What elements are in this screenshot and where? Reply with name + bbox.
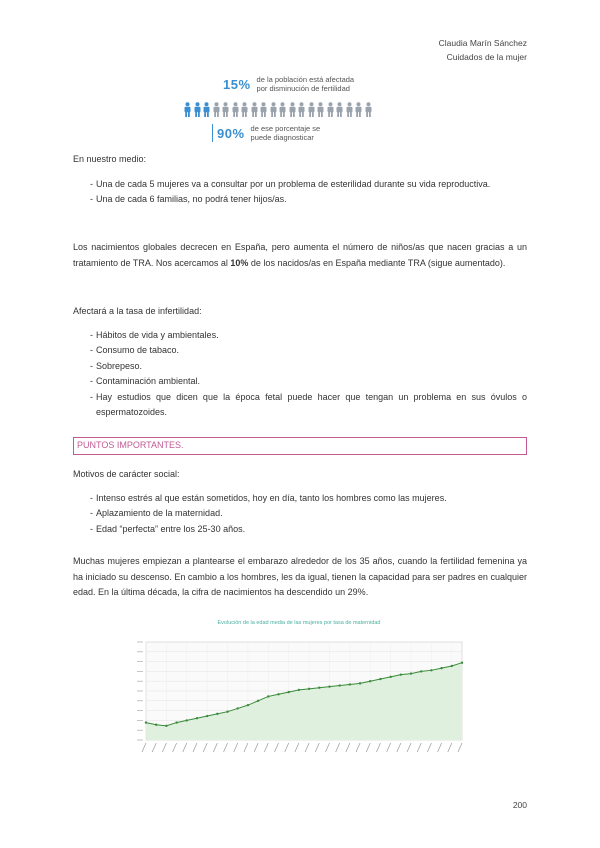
section3-intro: Motivos de carácter social: (73, 469, 180, 479)
data-point (216, 713, 218, 715)
list-item: - Contaminación ambiental. (73, 374, 527, 390)
x-tick-label-mark (438, 743, 442, 752)
important-points-box (73, 437, 527, 455)
x-tick-label-mark (325, 743, 329, 752)
data-point (155, 724, 157, 726)
list-item: - Consumo de tabaco. (73, 343, 527, 359)
page-number: 200 (512, 800, 527, 810)
data-point (298, 689, 300, 691)
data-point (277, 693, 279, 695)
x-tick-label-mark (295, 743, 299, 752)
x-tick-label-mark (285, 743, 289, 752)
x-tick-label-mark (356, 743, 360, 752)
list-item: - Edad “perfecta” entre los 25-30 años. (73, 522, 527, 538)
x-tick-label-mark (234, 743, 238, 752)
x-tick-label-mark (366, 743, 370, 752)
x-tick-label-mark (407, 743, 411, 752)
x-tick-label-mark (315, 743, 319, 752)
person-icon (364, 102, 373, 117)
people-figures-row (183, 102, 373, 117)
list-item: - Aplazamiento de la maternidad. (73, 506, 527, 522)
data-point (461, 661, 463, 663)
data-point (186, 719, 188, 721)
para1-after: de los nacidos/as en España mediante TRA (sigue aumentado). (248, 257, 506, 268)
data-point (206, 715, 208, 717)
data-point (440, 667, 442, 669)
list-item: - Sobrepeso. (73, 359, 527, 375)
stat1-value: 15% (223, 76, 251, 92)
x-tick-label-mark (448, 743, 452, 752)
data-point (420, 670, 422, 672)
data-point (389, 676, 391, 678)
data-point (430, 669, 432, 671)
x-tick-label-mark (336, 743, 340, 752)
data-point (318, 687, 320, 689)
paragraph-1 (73, 240, 527, 271)
data-point (308, 688, 310, 690)
stat-row-1 (223, 75, 354, 93)
x-tick-label-mark (224, 743, 228, 752)
section-motivos (73, 467, 527, 537)
person-icon (240, 102, 249, 117)
x-tick-label-mark (417, 743, 421, 752)
person-icon (212, 102, 221, 117)
data-point (175, 721, 177, 723)
person-icon (326, 102, 335, 117)
data-point (349, 683, 351, 685)
person-icon (345, 102, 354, 117)
stat1-text (257, 75, 355, 93)
x-tick-label-mark (193, 743, 197, 752)
paragraph-nacimientos (73, 240, 527, 271)
fertility-infographic (183, 75, 423, 145)
person-icon (269, 102, 278, 117)
data-point (165, 725, 167, 727)
x-tick-label-mark (458, 743, 462, 752)
x-tick-label-mark (427, 743, 431, 752)
data-point (410, 672, 412, 674)
data-point (237, 707, 239, 709)
data-point (359, 682, 361, 684)
stat2-value: 90% (217, 125, 245, 141)
x-tick-label-mark (203, 743, 207, 752)
stat2-divider (212, 124, 213, 142)
section2-list (73, 328, 527, 421)
stat2-text (251, 124, 321, 142)
list-item: - Hay estudios que dicen que la época fetal puede hacer que tengan un problema en sus óvulos o espermatozoides. (73, 390, 527, 421)
chart-title: Evolución de la edad media de las mujeres por tasa de maternidad (217, 620, 381, 626)
person-icon (307, 102, 316, 117)
data-point (379, 678, 381, 680)
x-tick-label-mark (397, 743, 401, 752)
maternity-age-chart (126, 618, 472, 766)
data-point (226, 710, 228, 712)
x-tick-label-mark (173, 743, 177, 752)
person-icon (250, 102, 259, 117)
x-tick-label-mark (152, 743, 156, 752)
stat2-text-line2: puede diagnosticar (250, 133, 314, 142)
para1-bold: 10% (230, 257, 249, 268)
list-item: - Hábitos de vida y ambientales. (73, 328, 527, 344)
section2-intro: Afectará a la tasa de infertilidad: (73, 306, 202, 316)
person-icon (316, 102, 325, 117)
section-infertilidad (73, 304, 527, 421)
x-tick-label-mark (213, 743, 217, 752)
x-tick-label-mark (264, 743, 268, 752)
list-item: - Intenso estrés al que están sometidos, hoy en día, tanto los hombres como las mujeres. (73, 491, 527, 507)
data-point (451, 665, 453, 667)
x-tick-label-mark (346, 743, 350, 752)
x-tick-label-mark (162, 743, 166, 752)
person-icon (288, 102, 297, 117)
important-points-label: PUNTOS IMPORTANTES. (77, 440, 184, 450)
person-icon (335, 102, 344, 117)
x-tick-label-mark (183, 743, 187, 752)
section1-list (73, 177, 527, 208)
x-tick-label-mark (305, 743, 309, 752)
section1-intro: En nuestro medio: (73, 154, 147, 164)
person-icon (354, 102, 363, 117)
data-point (267, 695, 269, 697)
person-icon (278, 102, 287, 117)
data-point (369, 680, 371, 682)
x-tick-label-mark (376, 743, 380, 752)
data-point (400, 673, 402, 675)
person-icon (221, 102, 230, 117)
data-point (328, 685, 330, 687)
data-point (145, 721, 147, 723)
x-tick-label-mark (254, 743, 258, 752)
chart-svg (126, 618, 472, 766)
person-icon (259, 102, 268, 117)
paragraph-edad (73, 554, 527, 601)
paragraph-2: Muchas mujeres empiezan a plantearse el embarazo alrededor de los 35 años, cuando la fertilidad femenina ya ha iniciado su descenso. En cambio a los hombres, les da igual, tienen la capacidad para ser padres en cualquier edad. En la última década, la cifra de nacimientos ha descendido un 29%. (73, 556, 527, 597)
x-tick-label-mark (142, 743, 146, 752)
data-point (257, 700, 259, 702)
list-item: - Una de cada 6 familias, no podrá tener hijos/as. (73, 192, 527, 208)
person-icon (183, 102, 192, 117)
data-point (196, 717, 198, 719)
person-icon (202, 102, 211, 117)
header-subject: Cuidados de la mujer (446, 52, 527, 62)
data-point (338, 684, 340, 686)
section3-list (73, 491, 527, 538)
person-icon (231, 102, 240, 117)
data-point (247, 704, 249, 706)
list-item: - Una de cada 5 mujeres va a consultar por un problema de esterilidad durante su vida reproductiva. (73, 177, 527, 193)
person-icon (193, 102, 202, 117)
x-tick-label-mark (275, 743, 279, 752)
page-header (439, 36, 527, 64)
stat1-text-line2: por disminución de fertilidad (256, 84, 350, 93)
person-icon (297, 102, 306, 117)
section-medio (73, 152, 527, 208)
para1-before: Los nacimientos globales decrecen en España, pero aumenta el número de niños/as que nacen gracias a un tratamiento de TRA. Nos acercamos al (73, 242, 527, 268)
stat1-text-line1: de la población está afectada (256, 75, 355, 84)
stat-row-2 (212, 124, 320, 142)
data-point (288, 691, 290, 693)
x-tick-label-mark (244, 743, 248, 752)
header-author: Claudia Marín Sánchez (438, 38, 527, 48)
stat2-text-line1: de ese porcentaje se (250, 124, 321, 133)
x-tick-label-mark (387, 743, 391, 752)
